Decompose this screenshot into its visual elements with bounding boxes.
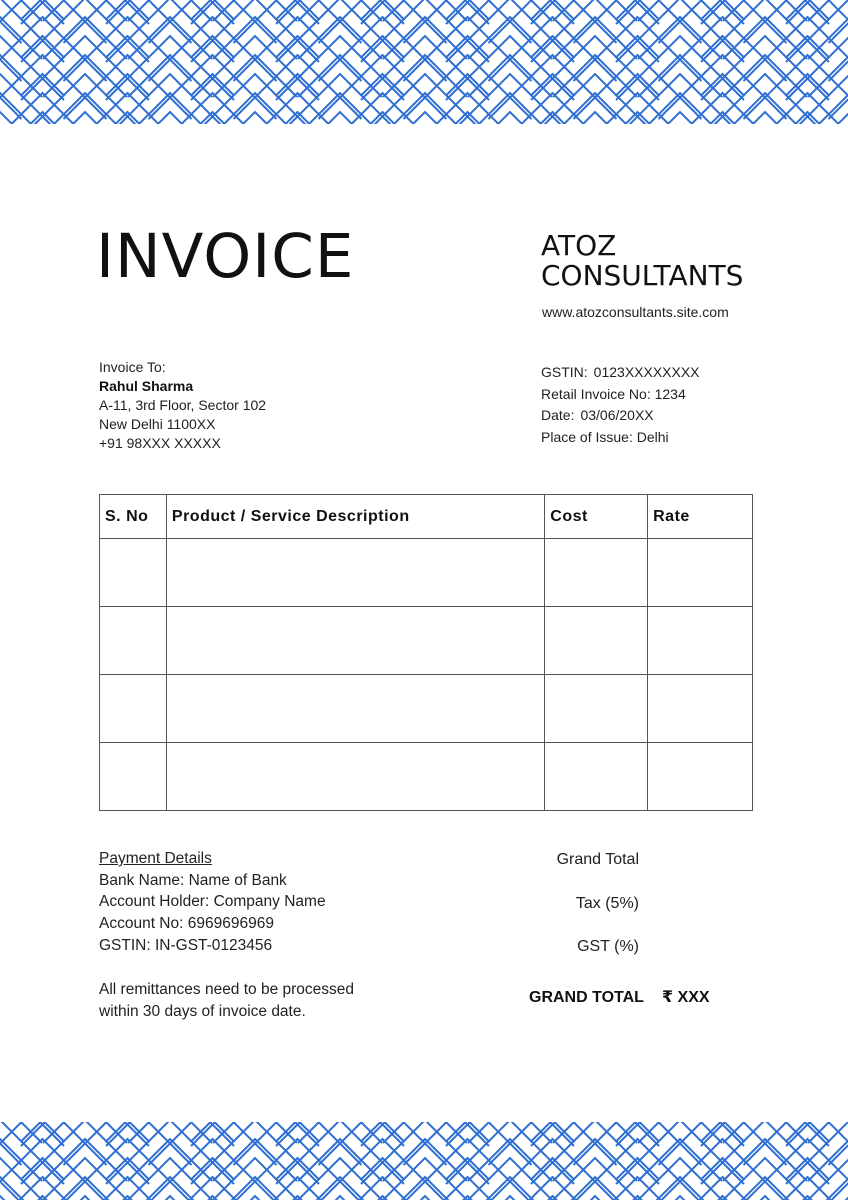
pattern-chevron <box>64 1139 192 1200</box>
pattern-chevron <box>701 1122 829 1184</box>
header-rate: Rate <box>648 495 753 539</box>
invoice-number-row <box>541 384 700 406</box>
totals-labels <box>557 849 639 980</box>
pattern-chevron <box>574 93 702 124</box>
bottom-decorative-pattern <box>0 1122 848 1200</box>
table-row <box>100 607 753 675</box>
grand-total-label: Grand Total <box>556 851 639 868</box>
bank-name: Bank Name: Name of Bank <box>99 871 287 889</box>
invoice-title: INVOICE <box>96 221 355 292</box>
pattern-chevron <box>149 17 277 81</box>
pattern-chevron <box>276 112 320 124</box>
pattern-chevron <box>361 112 405 124</box>
table-cell <box>100 607 167 675</box>
pattern-chevron <box>659 17 787 81</box>
pattern-chevron <box>616 0 744 62</box>
table-cell <box>648 675 753 743</box>
table-cell <box>166 743 544 811</box>
pattern-chevron <box>234 55 362 119</box>
pattern-chevron <box>319 55 447 119</box>
tax-label: Tax (5%) <box>575 894 639 912</box>
pattern-chevron <box>489 1139 617 1200</box>
date-label: Date: <box>541 407 575 423</box>
pattern-chevron <box>149 55 277 119</box>
pattern-chevron <box>234 17 362 81</box>
table-cell <box>100 743 167 811</box>
pattern-chevron <box>276 1122 404 1184</box>
pattern-chevron <box>404 93 532 124</box>
pattern-chevron <box>786 112 830 124</box>
table-cell <box>545 743 648 811</box>
table-cell <box>648 743 753 811</box>
table-cell <box>545 539 648 607</box>
pattern-chevron <box>191 0 319 62</box>
pattern-chevron <box>446 0 574 62</box>
pattern-chevron <box>21 1122 149 1184</box>
customer-phone: +91 98XXX XXXXX <box>99 435 221 451</box>
date-row <box>541 405 700 427</box>
pattern-chevron <box>446 36 574 100</box>
pattern-chevron <box>404 17 532 81</box>
header-serial-no: S. No <box>100 495 167 539</box>
pattern-chevron <box>234 93 362 124</box>
pattern-chevron <box>21 0 149 62</box>
pattern-chevron <box>191 112 235 124</box>
account-number: Account No: 6969696969 <box>99 915 274 933</box>
pattern-chevron <box>404 1139 532 1200</box>
pattern-chevron <box>234 1139 362 1200</box>
bill-to-block <box>99 358 266 453</box>
account-holder: Account Holder: Company Name <box>99 893 326 911</box>
pattern-chevron <box>446 1122 574 1184</box>
table-cell <box>166 675 544 743</box>
pattern-chevron <box>361 1122 489 1184</box>
table-row <box>100 675 753 743</box>
table-row <box>100 743 753 811</box>
pattern-chevron <box>21 112 65 124</box>
table-cell <box>648 607 753 675</box>
pattern-chevron <box>0 1158 64 1200</box>
pattern-chevron <box>106 112 150 124</box>
table-cell <box>166 607 544 675</box>
pattern-chevron <box>319 93 447 124</box>
pattern-chevron <box>616 36 744 100</box>
table-cell <box>100 675 167 743</box>
pattern-chevron <box>659 55 787 119</box>
invoice-meta-block <box>541 362 700 448</box>
pattern-chevron <box>659 93 787 124</box>
pattern-chevron <box>786 74 848 124</box>
pattern-chevron <box>64 17 192 81</box>
payment-details-heading: Payment Details <box>99 850 212 867</box>
pattern-chevron <box>361 36 489 100</box>
pattern-chevron <box>574 1139 702 1200</box>
pattern-chevron <box>531 1122 659 1184</box>
top-decorative-pattern <box>0 0 848 124</box>
pattern-chevron <box>531 112 575 124</box>
customer-address-line1: A-11, 3rd Floor, Sector 102 <box>99 397 267 413</box>
company-name-line1: ATOZ <box>541 229 617 262</box>
table-cell <box>648 539 753 607</box>
table-cell <box>545 607 648 675</box>
table-cell <box>100 539 167 607</box>
pattern-chevron <box>319 17 447 81</box>
grand-total-row <box>529 987 710 1007</box>
table-cell <box>166 539 544 607</box>
pattern-chevron <box>659 1139 787 1200</box>
invoice-number-label: Retail Invoice No: <box>541 385 651 402</box>
pattern-chevron <box>701 0 829 62</box>
pattern-chevron <box>531 0 659 62</box>
pattern-chevron <box>0 1196 64 1200</box>
remittance-note <box>99 979 399 1022</box>
pattern-chevron <box>319 1139 447 1200</box>
pattern-chevron <box>786 1196 848 1200</box>
pattern-chevron <box>276 0 404 62</box>
payment-gstin: GSTIN: IN-GST-0123456 <box>99 936 273 954</box>
items-table <box>99 494 753 811</box>
place-of-issue-row <box>541 427 700 449</box>
pattern-chevron <box>446 112 490 124</box>
pattern-chevron <box>404 55 532 119</box>
grand-total-final-label: GRAND TOTAL <box>529 989 644 1006</box>
pattern-chevron <box>276 36 404 100</box>
pattern-chevron <box>701 36 829 100</box>
bill-to-label: Invoice To: <box>99 359 166 375</box>
pattern-chevron <box>106 0 234 62</box>
invoice-number-value: 1234 <box>654 385 686 402</box>
table-row <box>100 539 753 607</box>
gstin-value: 0123XXXXXXXX <box>593 364 700 380</box>
pattern-chevron <box>21 36 149 100</box>
table-header-row <box>100 495 753 539</box>
pattern-chevron <box>191 1122 319 1184</box>
remittance-note-line2: within 30 days of invoice date. <box>99 1002 306 1020</box>
company-name-line2: CONSULTANTS <box>541 259 744 292</box>
pattern-chevron <box>64 55 192 119</box>
pattern-chevron <box>0 74 64 124</box>
gstin-row <box>541 362 700 384</box>
pattern-chevron <box>149 1139 277 1200</box>
pattern-chevron <box>574 55 702 119</box>
company-name <box>541 231 801 291</box>
remittance-note-line1: All remittances need to be processed <box>99 981 355 998</box>
pattern-chevron <box>191 36 319 100</box>
pattern-chevron <box>361 0 489 62</box>
payment-details-block <box>99 848 326 957</box>
place-of-issue-label: Place of Issue: <box>541 428 633 445</box>
customer-name: Rahul Sharma <box>99 378 194 394</box>
date-value: 03/06/20XX <box>580 407 654 423</box>
pattern-chevron <box>616 1122 744 1184</box>
pattern-chevron <box>106 36 234 100</box>
pattern-chevron <box>106 1122 234 1184</box>
gstin-label: GSTIN: <box>541 364 588 380</box>
pattern-chevron <box>149 93 277 124</box>
pattern-chevron <box>574 17 702 81</box>
table-cell <box>545 675 648 743</box>
pattern-chevron <box>64 93 192 124</box>
pattern-chevron <box>616 112 660 124</box>
pattern-chevron <box>701 112 745 124</box>
place-of-issue-value: Delhi <box>636 428 669 445</box>
company-website: www.atozconsultants.site.com <box>542 304 729 320</box>
header-description: Product / Service Description <box>166 495 544 539</box>
grand-total-amount: ₹ XXX <box>661 989 710 1006</box>
pattern-chevron <box>489 55 617 119</box>
customer-address-line2: New Delhi 1100XX <box>99 416 216 432</box>
pattern-chevron <box>489 17 617 81</box>
pattern-chevron <box>531 36 659 100</box>
header-cost: Cost <box>545 495 648 539</box>
gst-label: GST (%) <box>577 938 639 955</box>
pattern-chevron <box>489 93 617 124</box>
